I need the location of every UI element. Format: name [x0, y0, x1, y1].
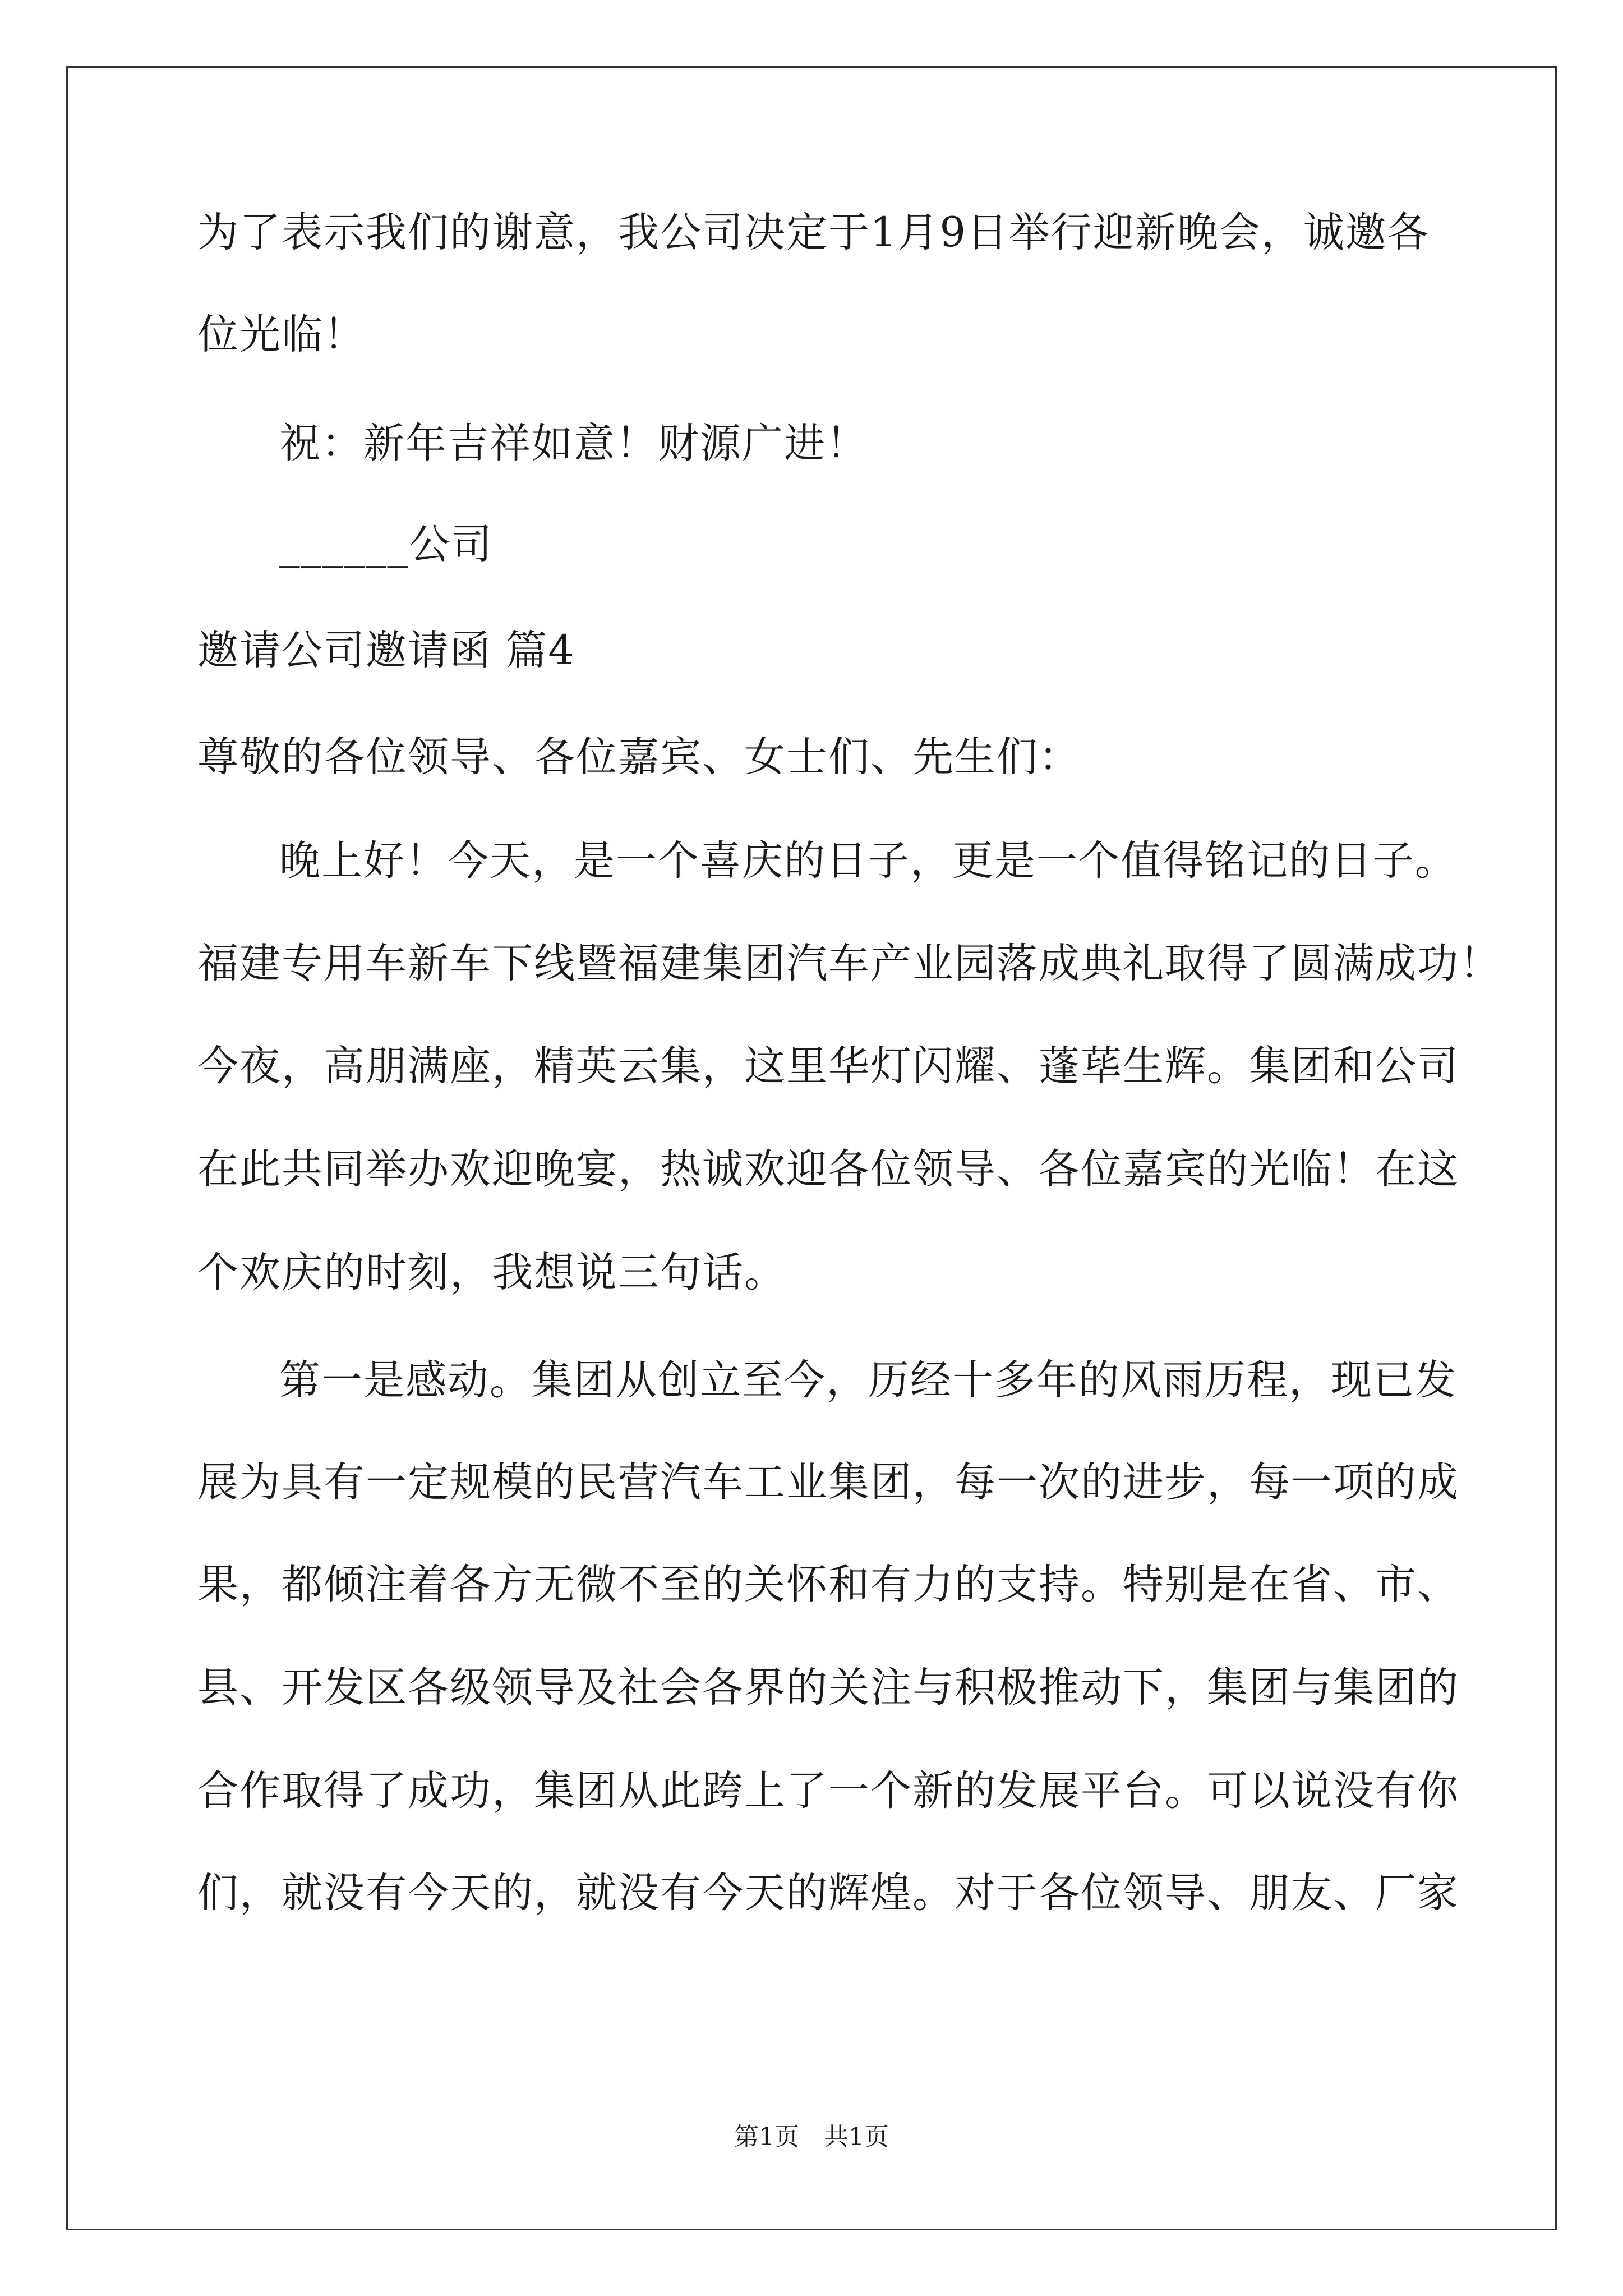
- paragraph-line: 个欢庆的时刻，我想说三句话。: [197, 1249, 786, 1296]
- paragraph-line: 晚上好！今天，是一个喜庆的日子，更是一个值得铭记的日子。: [279, 837, 1457, 885]
- paragraph-line: 在此共同举办欢迎晚宴，热诚欢迎各位领导、各位嘉宾的光临！在这: [197, 1145, 1459, 1193]
- paragraph-line: 展为具有一定规模的民营汽车工业集团，每一次的进步，每一项的成: [197, 1458, 1459, 1506]
- closing-wish: 祝：新年吉祥如意！财源广进！: [279, 420, 868, 467]
- page-number: 第1页 共1页: [734, 2123, 889, 2151]
- salutation: 尊敬的各位领导、各位嘉宾、女士们、先生们：: [197, 733, 1081, 781]
- paragraph-line: 们，就没有今天的，就没有今天的辉煌。对于各位领导、朋友、厂家: [197, 1869, 1459, 1917]
- paragraph-line: 今夜，高朋满座，精英云集，这里华灯闪耀、蓬荜生辉。集团和公司: [197, 1042, 1459, 1090]
- company-signature: ______公司: [279, 521, 493, 568]
- paragraph-line: 第一是感动。集团从创立至今，历经十多年的风雨历程，现已发: [279, 1356, 1457, 1404]
- paragraph-line: 果，都倾注着各方无微不至的关怀和有力的支持。特别是在省、市、: [197, 1561, 1459, 1608]
- section-heading: 邀请公司邀请函 篇4: [197, 627, 575, 674]
- paragraph-line: 为了表示我们的谢意，我公司决定于1月9日举行迎新晚会，诚邀各: [197, 209, 1430, 256]
- paragraph-line: 合作取得了成功，集团从此跨上了一个新的发展平台。可以说没有你: [197, 1767, 1459, 1815]
- paragraph-line: 位光临！: [197, 311, 366, 358]
- paragraph-line: 县、开发区各级领导及社会各界的关注与积极推动下，集团与集团的: [197, 1664, 1459, 1711]
- paragraph-line: 福建专用车新车下线暨福建集团汽车产业园落成典礼取得了圆满成功！: [197, 940, 1501, 987]
